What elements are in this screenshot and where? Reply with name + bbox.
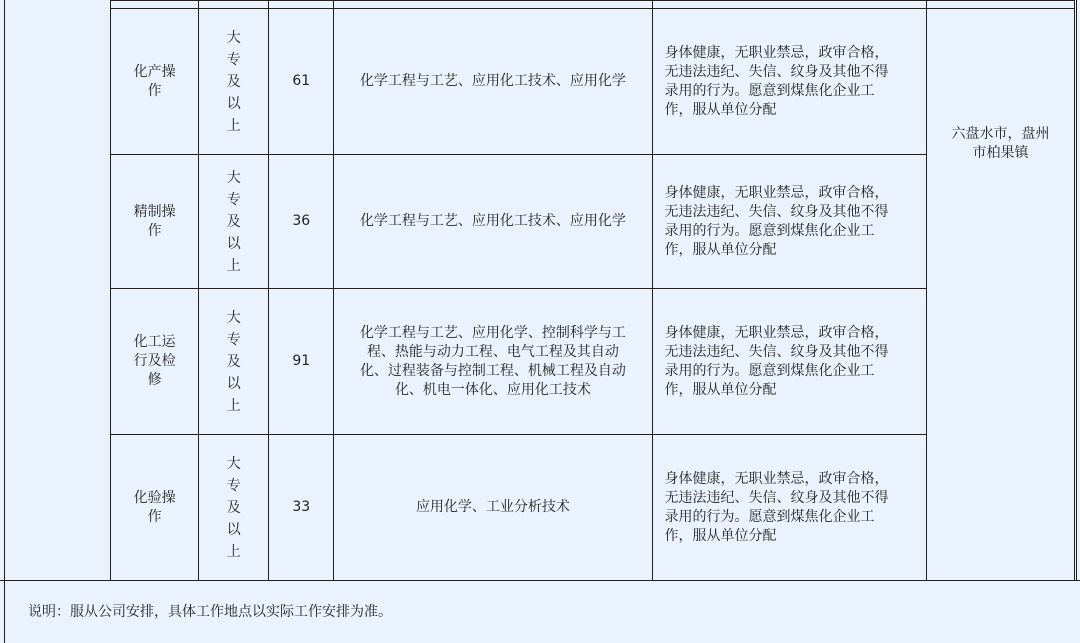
majors-cell: 化学工程与工艺、应用化学、控制科学与工程、热能与动力工程、电气工程及其自动化、过程装备与控制工程、机械工程及自动化、机电一体化、应用化工技术 [359, 324, 626, 398]
education-cell: 大专及以上 [226, 29, 241, 134]
majors-cell: 化学工程与工艺、应用化工技术、应用化学 [359, 213, 626, 229]
note-row [0, 580, 1080, 643]
right-border [1076, 0, 1077, 580]
requirements-cell: 身体健康，无职业禁忌，政审合格，无违法违纪、失信、纹身及其他不得录用的行为。愿意到煤焦化企业工作，服从单位分配 [664, 324, 889, 398]
count-cell: 61 [292, 73, 311, 89]
requirements-cell: 身体健康，无职业禁忌，政审合格，无违法违纪、失信、纹身及其他不得录用的行为。愿意到煤焦化企业工作，服从单位分配 [664, 44, 889, 118]
count-cell: 33 [292, 499, 311, 515]
position-cell: 化工运行及检修 [133, 334, 176, 388]
note-text: 说明：服从公司安排，具体工作地点以实际工作安排为准。 [28, 604, 392, 620]
education-cell: 大专及以上 [226, 455, 241, 560]
position-cell: 化产操作 [133, 63, 176, 99]
location-cell: 六盘水市，盘州市柏果镇 [951, 126, 1050, 161]
majors-cell: 化学工程与工艺、应用化工技术、应用化学 [359, 73, 626, 89]
count-cell: 91 [292, 353, 311, 369]
requirements-cell: 身体健康，无职业禁忌，政审合格，无违法违纪、失信、纹身及其他不得录用的行为。愿意到煤焦化企业工作，服从单位分配 [664, 470, 889, 544]
table-row [0, 155, 1080, 289]
count-cell: 36 [292, 213, 311, 229]
position-cell: 化验操作 [133, 489, 176, 525]
table-top-strip [0, 1, 1080, 9]
position-cell: 精制操作 [133, 203, 176, 239]
majors-cell: 应用化学、工业分析技术 [415, 499, 570, 515]
table-row [0, 289, 1080, 435]
education-cell: 大专及以上 [226, 309, 241, 414]
requirements-cell: 身体健康，无职业禁忌，政审合格，无违法违纪、失信、纹身及其他不得录用的行为。愿意到煤焦化企业工作，服从单位分配 [664, 184, 889, 258]
table-row [0, 435, 1080, 581]
education-cell: 大专及以上 [226, 169, 241, 274]
table-row [0, 9, 1080, 155]
